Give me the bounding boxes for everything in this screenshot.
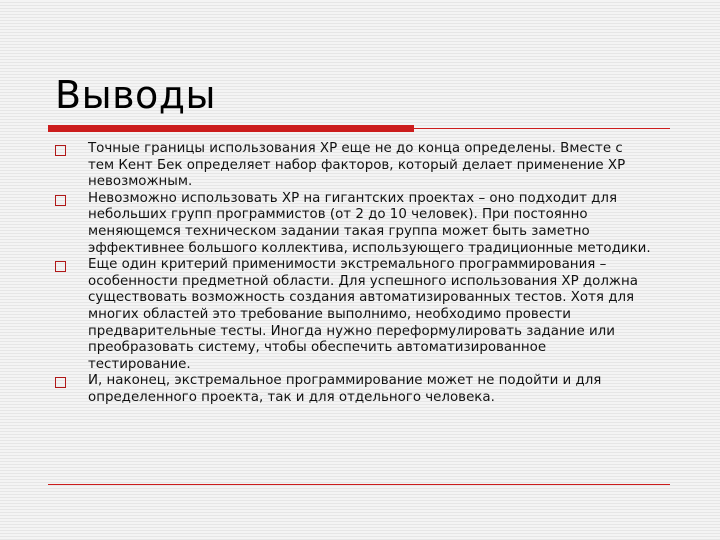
bullet-item xyxy=(52,141,652,191)
hollow-square-bullet-icon xyxy=(55,195,66,206)
bullet-list xyxy=(52,141,652,407)
slide-title: Выводы xyxy=(55,73,216,117)
bullet-item xyxy=(52,191,652,257)
bullet-text: Невозможно использовать XP на гигантских проектах – оно подходит для небольших групп программистов (от 2 до 10 человек). При постоянно меняющемся техническом задании такая группа может быть заметно эффективнее большого коллектива, использующего традиционные методики. xyxy=(88,190,651,256)
bottom-divider xyxy=(48,484,670,485)
hollow-square-bullet-icon xyxy=(55,145,66,156)
hollow-square-bullet-icon xyxy=(55,377,66,388)
title-underline-thick xyxy=(48,125,414,132)
hollow-square-bullet-icon xyxy=(55,261,66,272)
bullet-text: И, наконец, экстремальное программирование может не подойти и для определенного проекта, так и для отдельного человека. xyxy=(88,373,602,405)
bullet-text: Точные границы использования XP еще не до конца определены. Вместе с тем Кент Бек определяет набор факторов, который делает применение XP невозможным. xyxy=(88,141,626,190)
bullet-text: Еще один критерий применимости экстремального программирования – особенности предметной области. Для успешного использования XP должна существовать возможность создания автоматизированных тестов. Хотя для многих областей это требование выполнимо, необходимо провести предварительные тесты. Иногда нужно переформулировать задание или преобразовать систему, чтобы обеспечить автоматизированное тестирование. xyxy=(88,257,638,372)
bullet-item xyxy=(52,373,652,406)
bullet-item xyxy=(52,257,652,373)
title-underline-thin xyxy=(414,128,670,129)
